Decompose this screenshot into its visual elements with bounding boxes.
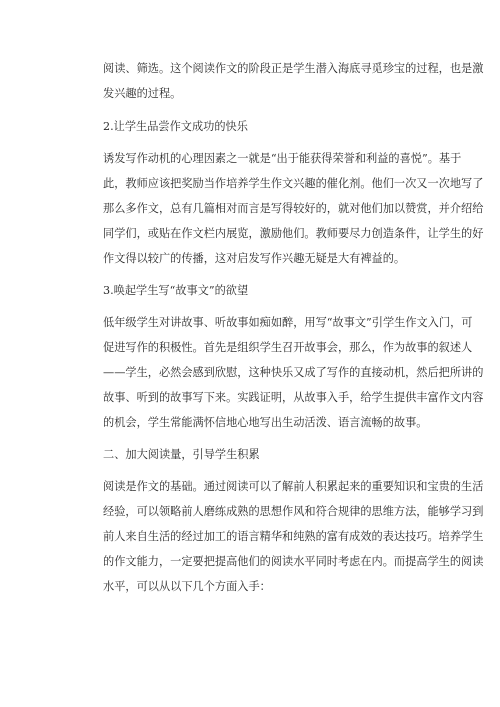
text-line: 水平，可以从以下几个方面入手： — [103, 580, 271, 593]
text-line: 阅读是作文的基础。通过阅读可以了解前人积累起来的重要知识和宝贵的生活 — [103, 480, 484, 493]
text-line: 此，教师应该把奖励当作培养学生作文兴趣的催化剂。他们一次又一次地写了 — [103, 177, 484, 190]
text-line: 二、加大阅读量，引导学生积累 — [103, 448, 260, 461]
text-line: 2.让学生品尝作文成功的快乐 — [103, 120, 248, 133]
text-line: 发兴趣的过程。 — [103, 87, 182, 100]
text-line: ——学生，必然会感到欣慰，这种快乐又成了写作的直接动机，然后把所讲的 — [103, 366, 484, 379]
text-line: 诱发写作动机的心理因素之一就是“出于能获得荣誉和利益的喜悦”。基于 — [103, 152, 462, 165]
text-line: 前人来自生活的经过加工的语言精华和纯熟的富有成效的表达技巧。培养学生 — [103, 530, 484, 543]
text-line: 低年级学生对讲故事、听故事如痴如醉，用写“故事文”引学生作文入门，可 — [103, 316, 473, 329]
text-line: 3.唤起学生写“故事文”的欲望 — [103, 284, 249, 297]
text-line: 促进写作的积极性。首先是组织学生召开故事会，那么，作为故事的叙述人 — [103, 341, 473, 354]
text-line: 的作文能力，一定要把提高他们的阅读水平同时考虑在内。而提高学生的阅读 — [103, 555, 484, 568]
text-line: 作文得以较广的传播，这对启发写作兴趣无疑是大有裨益的。 — [103, 252, 406, 265]
text-line: 阅读、筛选。这个阅读作文的阶段正是学生潜入海底寻觅珍宝的过程，也是激 — [103, 62, 484, 75]
text-line: 的机会，学生常能满怀信地心地写出生动活泼、语言流畅的故事。 — [103, 416, 428, 429]
text-line: 故事、听到的故事写下来。实践证明，从故事入手，给学生提供丰富作文内容 — [103, 391, 484, 404]
text-line: 经验，可以领略前人磨练成熟的思想作风和符合规律的思维方法，能够学习到 — [103, 505, 484, 518]
text-line: 同学们，或贴在作文栏内展览，激励他们。教师要尽力创造条件，让学生的好 — [103, 227, 484, 240]
text-line: 那么多作文，总有几篇相对而言是写得较好的，就对他们加以赞赏，并介绍给 — [103, 202, 484, 215]
